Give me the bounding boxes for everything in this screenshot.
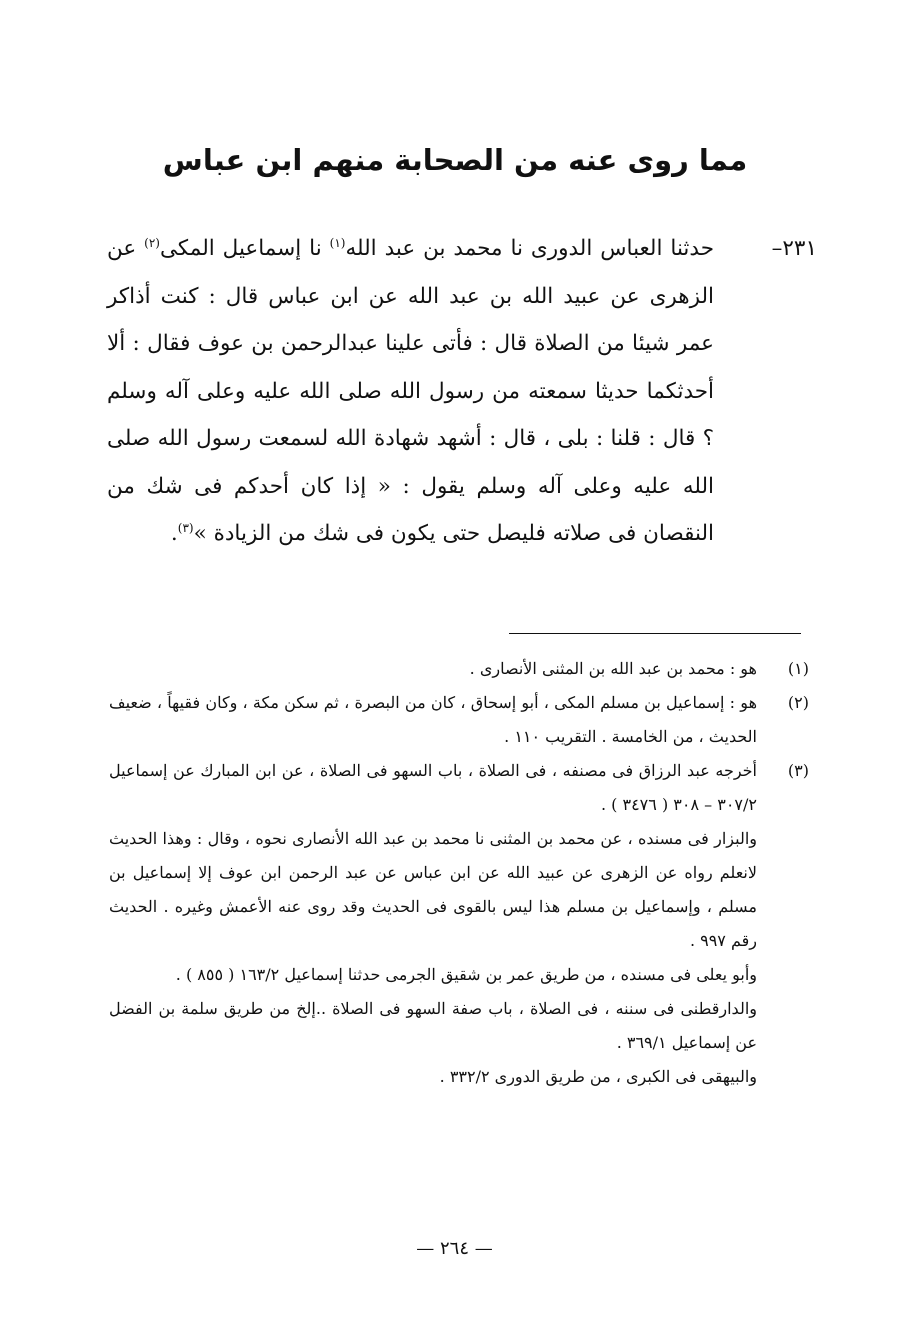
footnote-number: (٢) (787, 693, 809, 712)
footnote-text: والبيهقى فى الكبرى ، من طريق الدورى ٣٣٢/٢ . (439, 1067, 757, 1086)
footnote-ref-1: (١) (329, 235, 346, 250)
hadith-number: ٢٣١– (771, 236, 817, 261)
hadith-block (107, 225, 817, 558)
footnote-text: هو : إسماعيل بن مسلم المكى ، أبو إسحاق ، كان من البصرة ، ثم سكن مكة ، وكان فقيهاً ، ضعيف الحديث ، من الخامسة . التقريب ١١٠ . (109, 693, 757, 746)
footnote-text: أخرجه عبد الرزاق فى مصنفه ، فى الصلاة ، باب السهو فى الصلاة ، عن ابن المبارك عن إسماعيل ٣٠٧/٢ – ٣٠٨ ( ٣٤٧٦ ) . (109, 761, 757, 814)
hadith-text-part: . (170, 521, 178, 546)
hadith-text (107, 225, 714, 558)
footnote-text: والدارقطنى فى سننه ، فى الصلاة ، باب صفة السهو فى الصلاة ..إلخ من طريق سلمة بن الفضل عن إسماعيل ٣٦٩/١ . (109, 999, 757, 1052)
footnotes (109, 652, 809, 1094)
footnote-separator (509, 633, 801, 634)
hadith-text-part: حدثنا العباس الدورى نا محمد بن عبد الله (345, 236, 714, 261)
hadith-text-part: نا إسماعيل المكى (159, 236, 330, 261)
footnote-ref-3: (٣) (177, 520, 194, 535)
page-number: — ٢٦٤ — (416, 1238, 493, 1259)
footnote-text: هو : محمد بن عبد الله بن المثنى الأنصارى . (469, 659, 757, 678)
footnote-text: والبزار فى مسنده ، عن محمد بن المثنى نا محمد بن عبد الله الأنصارى نحوه ، وقال : وهذا الحديث لانعلم رواه عن الزهرى عن عبيد الله عن ابن عباس عن عبد الرحمن ابن عوف إلا إسماعيل بن مسلم ، وإسماعيل بن مسلم هذا ليس بالقوى فى الحديث وقد روى عنه الأعمش وغيره . الحديث رقم ٩٩٧ . (109, 829, 758, 950)
footnote-ref-2: (٢) (144, 235, 160, 250)
footnote-3 (109, 754, 809, 1094)
footnote-number: (٣) (787, 761, 809, 780)
hadith-text-part: عن الزهرى عن عبيد الله بن عبد الله عن ابن عباس قال : كنت أذاكر عمر شيئا من الصلاة قال : فأتى علينا عبدالرحمن بن عوف فقال : ألا أحدثكما حديثا سمعته من رسول الله صلى الله عليه وعلى آله وسلم ؟ قال : قلنا : بلى ، قال : أشهد شهادة الله لسمعت رسول الله صلى الله عليه وعلى آله وسلم يقول : « إذا كان أحدكم فى شك من النقصان فى صلاته فليصل حتى يكون فى شك من الزيادة » (107, 236, 714, 546)
footnote-number: (١) (787, 659, 809, 678)
footnote-1 (109, 652, 809, 686)
footnote-text: وأبو يعلى فى مسنده ، من طريق عمر بن شقيق الجرمى حدثنا إسماعيل ١٦٣/٢ ( ٨٥٥ ) . (175, 965, 757, 984)
section-heading: مما روى عنه من الصحابة منهم ابن عباس (162, 143, 748, 177)
footnote-2 (109, 686, 809, 754)
